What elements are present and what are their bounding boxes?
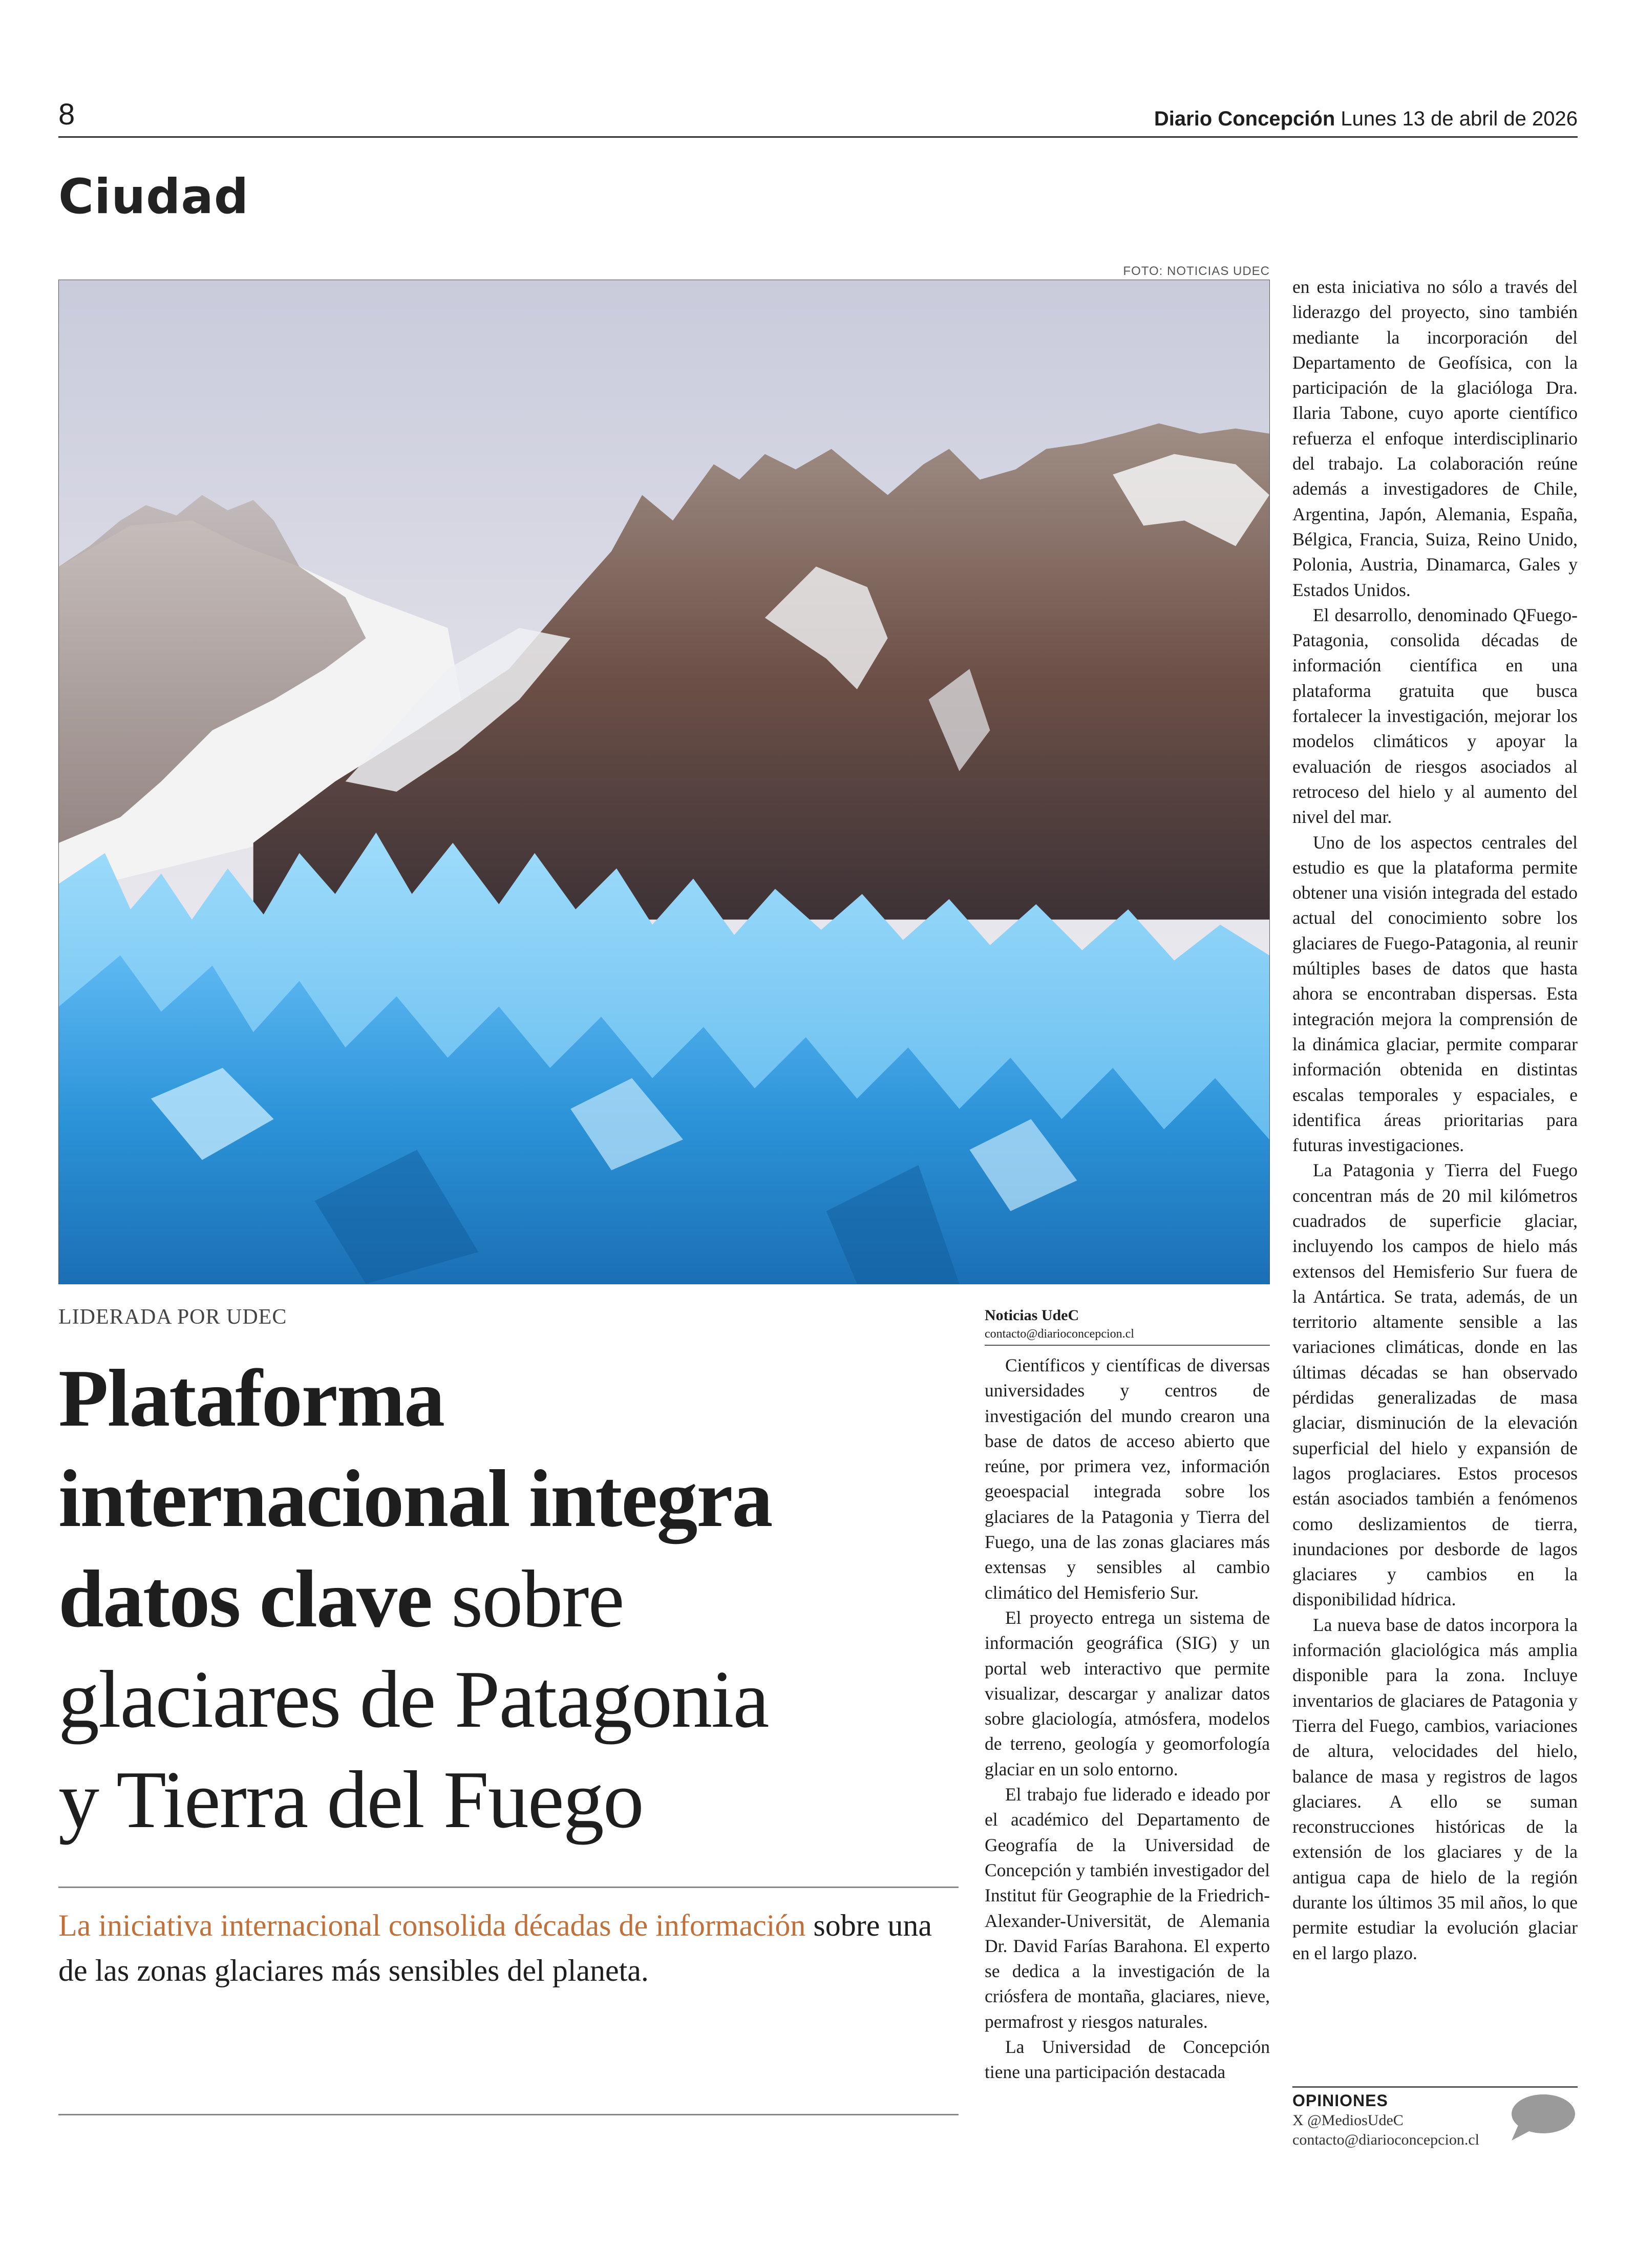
opinions-title: OPINIONES [1292,2091,1388,2110]
headline-bold-line: Plataforma [58,1352,444,1444]
issue-date: Lunes 13 de abril de 2026 [1341,108,1578,130]
byline-rule [985,1345,1270,1346]
byline [985,1307,1270,1343]
headline-regular-line: glaciares de Patagonia [58,1654,769,1745]
paragraph: La Patagonia y Tierra del Fuego concentran más de 20 mil kilómetros cuadrados de superficie glaciar, incluyendo los campos de hielo más extensos del Hemisferio Sur fuera de la Antártica. Se trata, además, de un territorio altamente sensible a las variaciones climáticas, donde en las últimas décadas se han observado pérdidas generalizadas de masa glaciar, disminución de la elevación superficial del hielo y expansión de lagos proglaciares. Estos procesos están asociados también a fenómenos como deslizamientos de tierra, inundaciones por desborde de lagos glaciares y cambios en la disponibilidad hídrica. [1292,1160,1578,1610]
headline-regular-tail: sobre [432,1553,624,1644]
paragraph: El desarrollo, denominado QFuego-Patagonia, consolida décadas de información científica en una plataforma gratuita que busca fortalecer la investigación, mejorar los modelos climáticos y apoyar la evaluación de riesgos asociados al retroceso del hielo y al aumento del nivel del mar. [1292,604,1578,828]
paragraph: Científicos y científicas de diversas universidades y centros de investigación del mundo crearon una base de datos de acceso abierto que reúne, por primera vez, información geoespacial integrada sobre los glaciares de la Patagonia y Tierra del Fuego, una de las zonas glaciares más extensas y sensibles al cambio climático del Hemisferio Sur. [985,1355,1270,1603]
article-headline [58,1348,965,1850]
headline-regular-line: y Tierra del Fuego [58,1754,643,1845]
headline-bold-line: internacional integra [58,1453,772,1544]
paragraph: Uno de los aspectos centrales del estudio es que la plataforma permite obtener una visión integrada del estado actual del conocimiento sobre los glaciares de Fuego-Patagonia, al reunir múltiples bases de datos que hasta ahora se encontraban dispersas. Esta integración mejora la comprensión de la dinámica glaciar, permite comparar información obtenida en distintas escalas temporales y espaciales, e identifica áreas prioritarias para futuras investigaciones. [1292,832,1578,1156]
paragraph: El trabajo fue liderado e ideado por el académico del Departamento de Geografía de la Universidad de Concepción y también investigador del Institut für Geographie de la Friedrich-Alexander-Universität, de Alemania Dr. David Farías Barahona. El experto se dedica a la investigación de la criósfera de montaña, glaciares, nieve, permafrost y riesgos naturales. [985,1784,1270,2032]
page-number: 8 [58,98,75,131]
byline-name: Noticias UdeC [985,1307,1079,1324]
deck-bottom-rule [58,2114,959,2115]
deck-highlight: La iniciativa internacional consolida décadas de información [58,1909,806,1942]
section-title: Ciudad [58,169,249,225]
photo-credit: FOTO: NOTICIAS UDEC [1123,264,1270,278]
newspaper-name: Diario Concepción [1154,108,1335,130]
masthead [1154,108,1578,131]
opinions-x-handle[interactable]: X @MediosUdeC [1292,2112,1404,2129]
paragraph: La Universidad de Concepción tiene una participación destacada [985,2037,1270,2083]
headline-bold-line: datos clave [58,1553,432,1644]
paragraph: El proyecto entrega un sistema de información geográfica (SIG) y un portal web interactivo que permite visualizar, descargar y analizar datos sobre glaciología, atmósfera, modelos de terreno, geología y geomorfología glaciar en un solo entorno. [985,1607,1270,1779]
article-kicker: LIDERADA POR UDEC [58,1305,287,1329]
byline-email: contacto@diarioconcepcion.cl [985,1327,1134,1341]
article-column-1 [985,1353,1270,2085]
glacier-photo [58,280,1270,1284]
opinions-rule [1292,2086,1578,2088]
speech-bubble-icon [1507,2092,1576,2144]
article-column-2 [1292,274,1578,1966]
article-deck [58,1903,960,1993]
deck-text: sobre una de las zonas glaciares más sensibles del planeta. [58,1909,932,1987]
headline-rule [58,1887,959,1888]
header-rule [58,136,1578,138]
paragraph: La nueva base de datos incorpora la información glaciológica más amplia disponible para la zona. Incluye inventarios de glaciares de Patagonia y Tierra del Fuego, cambios, variaciones de altura, velocidades del hielo, balance de masa y registros de lagos glaciares. A ello se suman reconstrucciones históricas de la extensión de los glaciares y de la antigua capa de hielo de la región durante los últimos 35 mil años, lo que permite estudiar la evolución glaciar en el largo plazo. [1292,1614,1578,1963]
paragraph: en esta iniciativa no sólo a través del liderazgo del proyecto, sino también mediante la incorporación del Departamento de Geofísica, con la participación de la glacióloga Dra. Ilaria Tabone, cuyo aporte científico refuerza el enfoque interdisciplinario del trabajo. La colaboración reúne además a investigadores de Chile, Argentina, Japón, Alemania, España, Bélgica, Francia, Suiza, Reino Unido, Polonia, Austria, Dinamarca, Gales y Estados Unidos. [1292,277,1578,600]
opinions-email[interactable]: contacto@diarioconcepcion.cl [1292,2131,1479,2148]
